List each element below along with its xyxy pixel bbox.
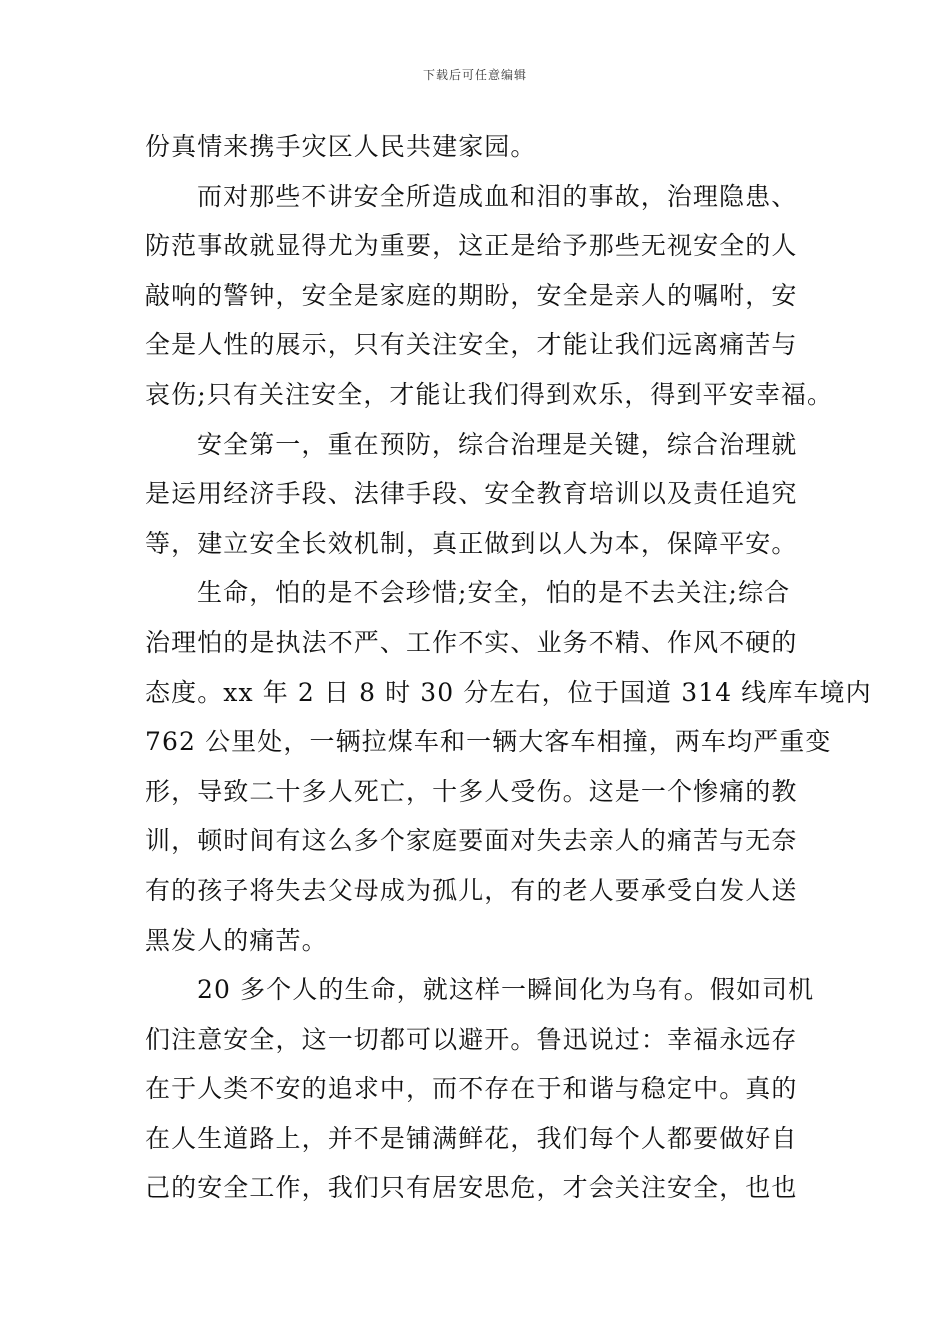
text-line: 而对那些不讲安全所造成血和泪的事故，治理隐患、 bbox=[197, 181, 798, 211]
body-text bbox=[145, 122, 872, 1213]
text-line: 20 多个人的生命，就这样一瞬间化为乌有。假如司机 bbox=[197, 975, 815, 1005]
text-line: 训，顿时间有这么多个家庭要面对失去亲人的痛苦与无奈 bbox=[145, 826, 798, 856]
text-line: 是运用经济手段、法律手段、安全教育培训以及责任追究 bbox=[145, 479, 798, 509]
text-line: 态度。xx 年 2 日 8 时 30 分左右，位于国道 314 线库车境内 bbox=[145, 677, 872, 707]
text-line: 治理怕的是执法不严、工作不实、业务不精、作风不硬的 bbox=[145, 627, 798, 657]
text-line: 形，导致二十多人死亡，十多人受伤。这是一个惨痛的教 bbox=[145, 776, 798, 806]
text-line: 份真情来携手灾区人民共建家园。 bbox=[145, 132, 537, 161]
text-line: 全是人性的展示，只有关注安全，才能让我们远离痛苦与 bbox=[145, 330, 798, 360]
text-line: 有的孩子将失去父母成为孤儿，有的老人要承受白发人送 bbox=[145, 875, 798, 905]
text-line: 们注意安全，这一切都可以避开。鲁迅说过：幸福永远存 bbox=[145, 1024, 798, 1054]
text-line: 在于人类不安的追求中，而不存在于和谐与稳定中。真的 bbox=[145, 1074, 798, 1104]
text-line: 哀伤;只有关注安全，才能让我们得到欢乐，得到平安幸福。 bbox=[145, 379, 834, 409]
text-line: 防范事故就显得尤为重要，这正是给予那些无视安全的人 bbox=[145, 231, 798, 261]
text-line: 在人生道路上，并不是铺满鲜花，我们每个人都要做好自 bbox=[145, 1123, 798, 1153]
text-line: 等，建立安全长效机制，真正做到以人为本，保障平安。 bbox=[145, 528, 798, 558]
text-line: 己的安全工作，我们只有居安思危，才会关注安全，也也 bbox=[145, 1173, 798, 1203]
header-note: 下载后可任意编辑 bbox=[422, 68, 527, 82]
text-line: 黑发人的痛苦。 bbox=[145, 925, 328, 955]
text-line: 762 公里处，一辆拉煤车和一辆大客车相撞，两车均严重变 bbox=[145, 727, 832, 757]
text-line: 安全第一，重在预防，综合治理是关键，综合治理就 bbox=[197, 429, 798, 459]
text-line: 生命，怕的是不会珍惜;安全，怕的是不去关注;综合 bbox=[197, 578, 791, 608]
text-line: 敲响的警钟，安全是家庭的期盼，安全是亲人的嘱咐，安 bbox=[145, 280, 798, 310]
